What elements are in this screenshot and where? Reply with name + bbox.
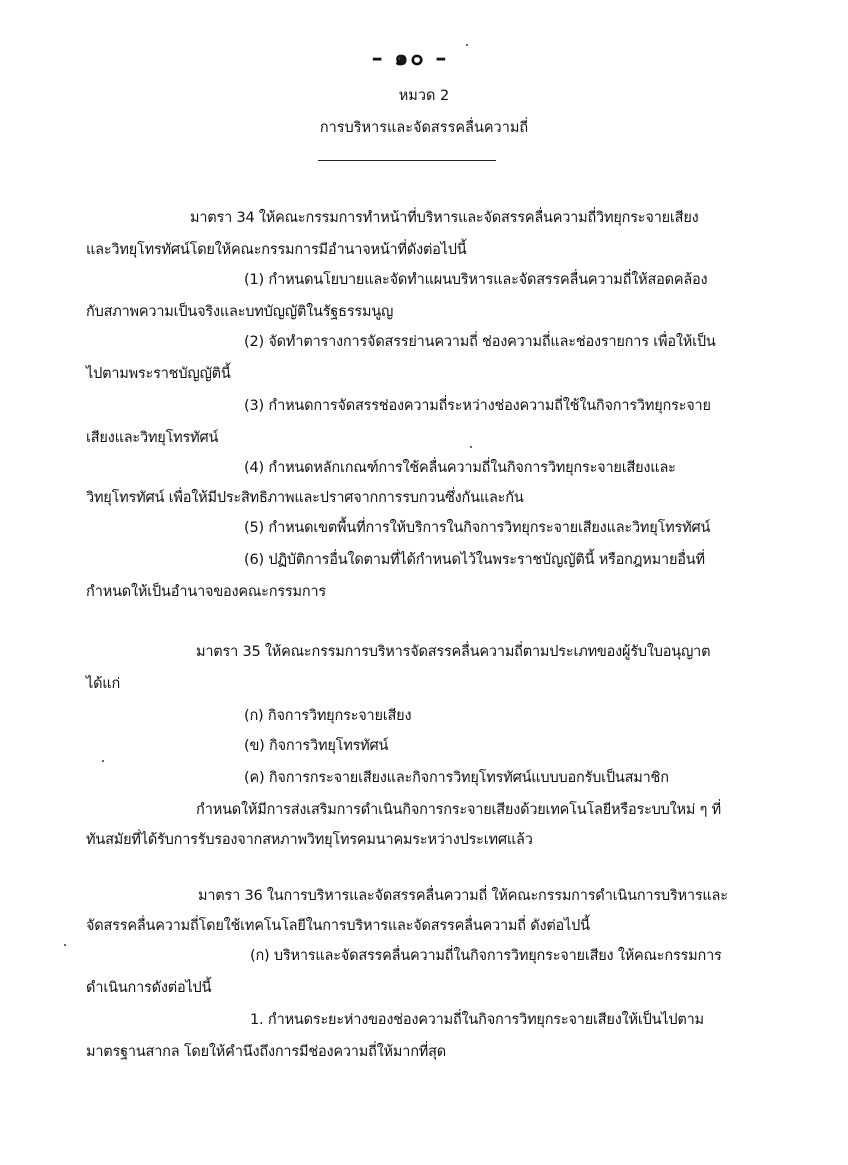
- section-35-item-a: (ก) กิจการวิทยุกระจายเสียง: [244, 708, 412, 724]
- scan-speck: [64, 944, 66, 946]
- section-36-subitem-1: 1. กำหนดระยะห่างของช่องความถี่ในกิจการวิทยุกระจายเสียงให้เป็นไปตาม: [250, 1012, 704, 1028]
- title-underline: [318, 160, 496, 161]
- scan-speck: [470, 446, 472, 448]
- section-34-item-2-cont: ไปตามพระราชบัญญัตินี้: [86, 366, 231, 382]
- scan-speck: [102, 760, 104, 762]
- section-34-item-1: (1) กำหนดนโยบายและจัดทำแผนบริหารและจัดสรรคลื่นความถี่ให้สอดคล้อง: [244, 272, 708, 288]
- section-35-item-b: (ข) กิจการวิทยุโทรทัศน์: [244, 738, 389, 754]
- section-35-item-c: (ค) กิจการกระจายเสียงและกิจการวิทยุโทรทัศน์แบบบอกรับเป็นสมาชิก: [244, 770, 669, 786]
- section-34-item-6-cont: กำหนดให้เป็นอำนาจของคณะกรรมการ: [86, 584, 326, 600]
- section-34-item-2: (2) จัดทำตารางการจัดสรรย่านความถี่ ช่องความถี่และช่องรายการ เพื่อให้เป็น: [244, 334, 716, 350]
- section-35-line-2: ได้แก่: [86, 676, 121, 692]
- section-36-item-a-cont: ดำเนินการดังต่อไปนี้: [86, 980, 212, 996]
- section-36-line-1: มาตรา 36 ในการบริหารและจัดสรรคลื่นความถี่ ให้คณะกรรมการดำเนินการบริหารและ: [198, 888, 728, 904]
- section-34-item-6: (6) ปฏิบัติการอื่นใดตามที่ได้กำหนดไว้ในพระราชบัญญัตินี้ หรือกฎหมายอื่นที่: [244, 552, 705, 568]
- chapter-title: การบริหารและจัดสรรคลื่นความถี่: [319, 120, 529, 136]
- scan-speck: [466, 44, 468, 46]
- section-35-para-2-cont: ทันสมัยที่ได้รับการรับรองจากสหภาพวิทยุโทรคมนาคมระหว่างประเทศแล้ว: [86, 832, 533, 848]
- section-34-item-5: (5) กำหนดเขตพื้นที่การให้บริการในกิจการวิทยุกระจายเสียงและวิทยุโทรทัศน์: [244, 520, 711, 536]
- section-34-item-4-cont: วิทยุโทรทัศน์ เพื่อให้มีประสิทธิภาพและปราศจากการรบกวนซึ่งกันและกัน: [86, 490, 524, 506]
- section-34-line-1: มาตรา 34 ให้คณะกรรมการทำหน้าที่บริหารและจัดสรรคลื่นความถี่วิทยุกระจายเสียง: [190, 210, 699, 226]
- section-34-item-3-cont: เสียงและวิทยุโทรทัศน์: [86, 430, 219, 446]
- section-36-line-2: จัดสรรคลื่นความถี่โดยใช้เทคโนโลยีในการบริหารและจัดสรรคลื่นความถี่ ดังต่อไปนี้: [86, 918, 590, 934]
- section-36-subitem-1-cont: มาตรฐานสากล โดยให้คำนึงถึงการมีช่องความถี่ให้มากที่สุด: [86, 1044, 447, 1060]
- section-34-item-4: (4) กำหนดหลักเกณฑ์การใช้คลื่นความถี่ในกิจการวิทยุกระจายเสียงและ: [244, 460, 676, 476]
- section-35-line-1: มาตรา 35 ให้คณะกรรมการบริหารจัดสรรคลื่นความถี่ตามประเภทของผู้รับใบอนุญาต: [196, 644, 711, 660]
- section-35-para-2: กำหนดให้มีการส่งเสริมการดำเนินกิจการกระจายเสียงด้วยเทคโนโลยีหรือระบบใหม่ ๆ ที่: [196, 802, 722, 818]
- section-36-item-a: (ก) บริหารและจัดสรรคลื่นความถี่ในกิจการวิทยุกระจายเสียง ให้คณะกรรมการ: [250, 948, 722, 964]
- section-34-item-1-cont: กับสภาพความเป็นจริงและบทบัญญัติในรัฐธรรมนูญ: [86, 304, 394, 320]
- page-number: – ๑๐ –: [371, 46, 449, 71]
- chapter-heading: หมวด 2: [398, 88, 450, 104]
- section-34-line-2: และวิทยุโทรทัศน์โดยให้คณะกรรมการมีอำนาจหน้าที่ดังต่อไปนี้: [86, 242, 467, 258]
- section-34-item-3: (3) กำหนดการจัดสรรช่องความถี่ระหว่างช่องความถี่ใช้ในกิจการวิทยุกระจาย: [244, 398, 711, 414]
